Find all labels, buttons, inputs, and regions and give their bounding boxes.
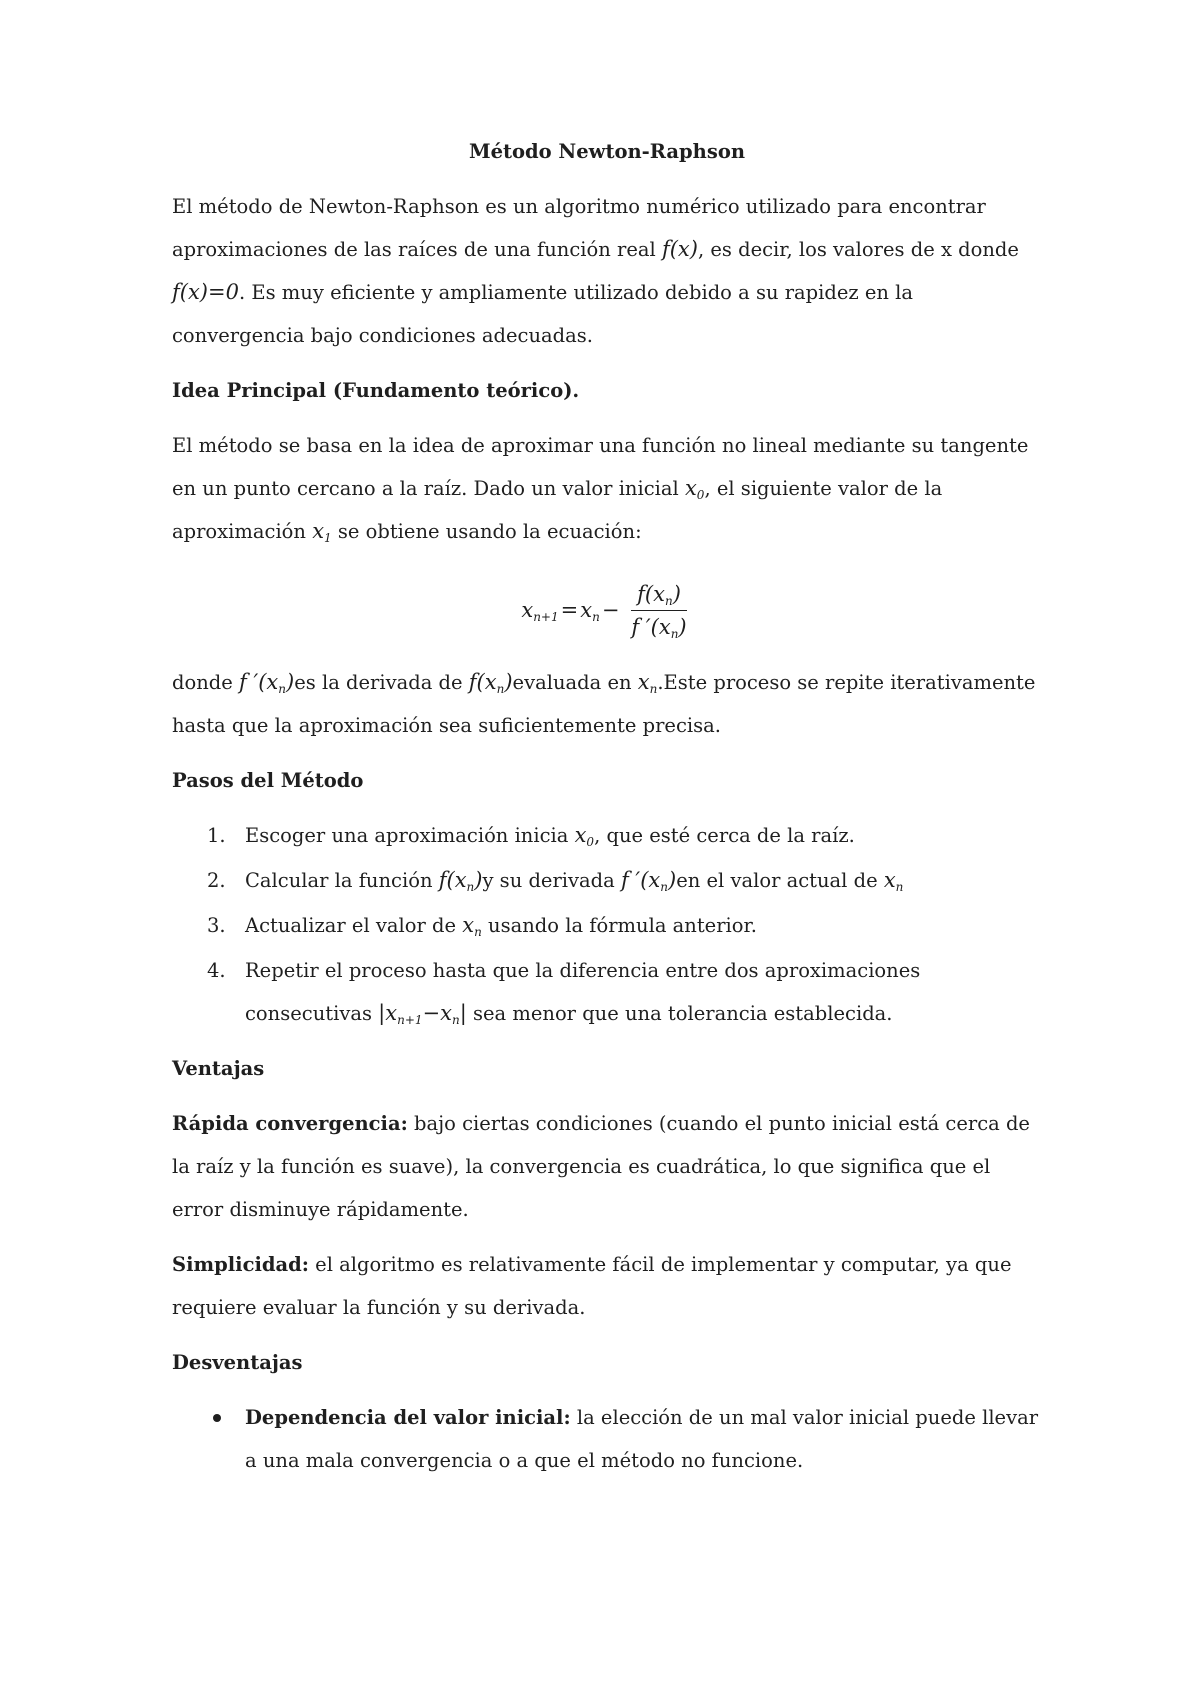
- steps-list: [172, 814, 1042, 1035]
- ventaja-simplicidad: Simplicidad: el algoritmo es relativamente fácil de implementar y computar, ya que requiere evaluar la función y su derivada.: [172, 1253, 1012, 1319]
- section-heading-idea: Idea Principal (Fundamento teórico).: [172, 379, 580, 402]
- list-item: 2. Calcular la función $f(x_n)y$ su derivada f $'(x_n)en$ el valor actual de $x_n$: [207, 868, 904, 894]
- after-formula-paragraph: donde f $'(x_n)es$ la derivada de $f(x_n)evaluada$ en $x_n.Este$ proceso se repite iterativamente hasta que la aproximación sea suficientemente precisa.: [172, 670, 1036, 737]
- desventajas-list: [172, 1396, 1042, 1482]
- list-item: 3. Actualizar el valor de $x_n$ usando la fórmula anterior.: [207, 913, 757, 939]
- math-fx: f(x): [661, 237, 698, 261]
- math-x0: $x_0$: [684, 476, 705, 502]
- ventaja-rapida: Rápida convergencia: bajo ciertas condiciones (cuando el punto inicial está cerca de la raíz y la función es suave), la convergencia es cuadrática, lo que significa que el error disminuye rápidamente.: [172, 1112, 1030, 1221]
- section-heading-desventajas: Desventajas: [172, 1351, 303, 1374]
- list-item: 4. Repetir el proceso hasta que la diferencia entre dos aproximaciones consecutivas $|x_{n+1}-x_n|$ sea menor que una tolerancia establecida.: [207, 959, 921, 1027]
- math-fx-zero: f(x)=0: [172, 280, 239, 304]
- list-item: 1. Escoger una aproximación inicia $x_0$, que esté cerca de la raíz.: [207, 823, 855, 849]
- list-item: Dependencia del valor inicial: la elección de un mal valor inicial puede llevar a una mala convergencia o a que el método no funcione.: [172, 1396, 1042, 1482]
- section-heading-ventajas: Ventajas: [172, 1057, 265, 1080]
- intro-paragraph: El método de Newton-Raphson es un algoritmo numérico utilizado para encontrar aproximaciones de las raíces de una función real f(x), es decir, los valores de x donde f(x)=0. Es muy eficiente y ampliamente utilizado debido a su rapidez en la convergencia bajo condiciones adecuadas.: [172, 195, 1019, 347]
- newton-raphson-formula: $x_{n+1}$ = $x_n$ − $\frac{f(x_n)}{f '(x_n)}$: [172, 565, 1042, 655]
- math-x1: $x_1$: [312, 519, 332, 545]
- section-heading-steps: Pasos del Método: [172, 769, 364, 792]
- bullet-icon: [213, 1414, 221, 1422]
- formula-fraction: [625, 578, 692, 643]
- idea-paragraph: El método se basa en la idea de aproximar una función no lineal mediante su tangente en un punto cercano a la raíz. Dado un valor inicial $x_0$, el siguiente valor de la aproximación $x_1$ se obtiene usando la ecuación:: [172, 434, 1029, 545]
- document-page: [172, 130, 1042, 1482]
- fraction-denominator: f $'(x_n)$: [631, 614, 687, 641]
- document-title: Método Newton-Raphson: [469, 140, 745, 163]
- fraction-numerator: $f(x_n)$: [631, 578, 687, 611]
